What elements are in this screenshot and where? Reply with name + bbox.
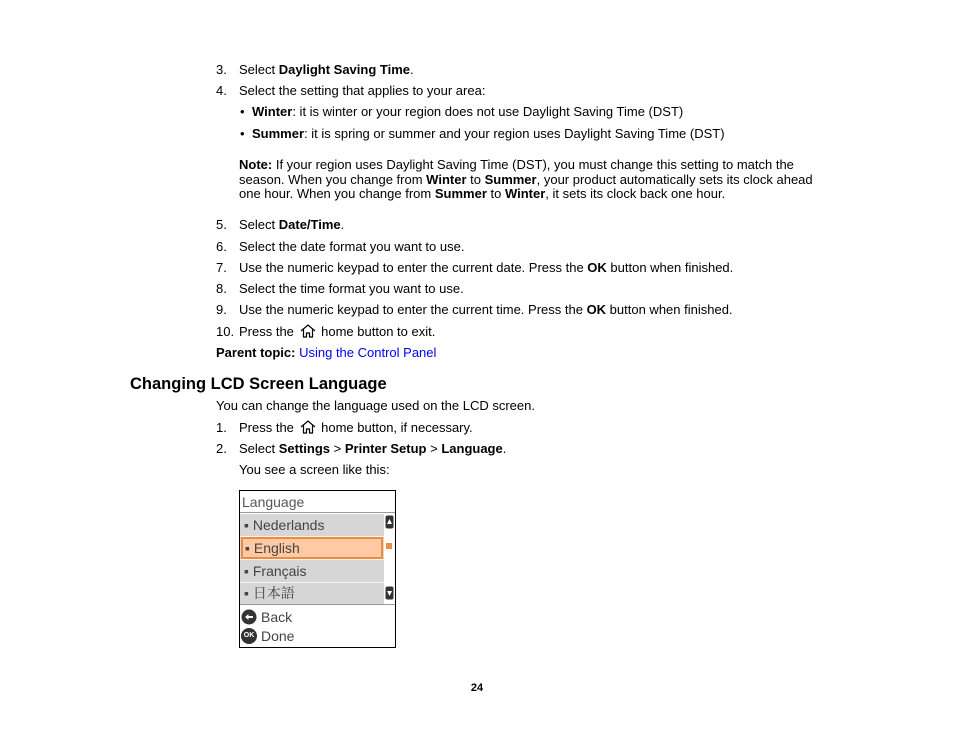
step-5-text: Select Date/Time. bbox=[239, 217, 345, 232]
lcd-item-label: ▪ English bbox=[245, 540, 300, 556]
step-number: 2. bbox=[216, 441, 227, 456]
lcd-language-list bbox=[240, 514, 384, 604]
lcd-divider bbox=[240, 604, 395, 605]
lcd-done-label: Done bbox=[261, 628, 295, 644]
step-8-text: Select the time format you want to use. bbox=[239, 281, 464, 296]
back-icon bbox=[241, 609, 257, 625]
note-line-3: one hour. When you change from Summer to Winter, it sets its clock back one hour. bbox=[239, 186, 726, 201]
lcd-item-japanese[interactable] bbox=[240, 582, 384, 604]
step-7-text: Use the numeric keypad to enter the current date. Press the OK button when finished. bbox=[239, 260, 734, 275]
step-number: 6. bbox=[216, 239, 227, 254]
step-number: 7. bbox=[216, 260, 227, 275]
lcd-screen bbox=[239, 490, 396, 648]
bullet-dot: • bbox=[240, 104, 245, 119]
step-number: 1. bbox=[216, 420, 227, 435]
step-9-text: Use the numeric keypad to enter the current time. Press the OK button when finished. bbox=[239, 302, 733, 317]
step-3-text: Select Daylight Saving Time. bbox=[239, 62, 414, 77]
home-icon bbox=[300, 420, 316, 434]
note-line-2: season. When you change from Winter to Summer, your product automatically sets its clock ahead bbox=[239, 172, 813, 187]
lcd-item-francais[interactable] bbox=[240, 560, 384, 582]
step-4-text: Select the setting that applies to your area: bbox=[239, 83, 486, 98]
page-number: 24 bbox=[470, 682, 484, 694]
step-number: 9. bbox=[216, 302, 227, 317]
step-6-text: Select the date format you want to use. bbox=[239, 239, 465, 254]
lcd-item-label: ▪ 日本語 bbox=[244, 585, 295, 601]
bullet-dot: • bbox=[240, 126, 245, 141]
step-number: 10. bbox=[216, 324, 235, 339]
lcd-title: Language bbox=[242, 494, 305, 510]
section-heading: Changing LCD Screen Language bbox=[130, 375, 387, 393]
bullet-summer: Summer: it is spring or summer and your region uses Daylight Saving Time (DST) bbox=[252, 126, 725, 141]
lcd-item-english-selected[interactable] bbox=[241, 537, 383, 559]
lcd-item-label: ▪ Nederlands bbox=[244, 517, 325, 533]
note-line-1: Note: If your region uses Daylight Saving Time (DST), you must change this setting to match the bbox=[239, 157, 794, 172]
lcd-item-nederlands[interactable] bbox=[240, 514, 384, 536]
parent-topic: Parent topic: Using the Control Panel bbox=[216, 345, 437, 360]
section-step-2-text: Select Settings > Printer Setup > Language. bbox=[239, 441, 507, 456]
lcd-divider bbox=[240, 512, 395, 513]
lcd-back-label: Back bbox=[261, 609, 293, 625]
step-number: 5. bbox=[216, 217, 227, 232]
bullet-winter: Winter: it is winter or your region does not use Daylight Saving Time (DST) bbox=[252, 104, 684, 119]
home-icon bbox=[300, 324, 316, 338]
section-intro: You can change the language used on the LCD screen. bbox=[216, 398, 535, 413]
scroll-up-icon[interactable] bbox=[385, 515, 394, 529]
ok-icon: OK bbox=[241, 628, 257, 644]
scroll-down-icon[interactable] bbox=[385, 586, 394, 600]
section-step-1-text: Press the home button, if necessary. bbox=[239, 420, 473, 435]
parent-topic-link[interactable]: Using the Control Panel bbox=[299, 345, 437, 360]
scroll-position-indicator bbox=[386, 543, 392, 549]
step-number: 3. bbox=[216, 62, 227, 77]
step-number: 4. bbox=[216, 83, 227, 98]
lcd-item-label: ▪ Français bbox=[244, 563, 307, 579]
step-number: 8. bbox=[216, 281, 227, 296]
step-10-text: Press the home button to exit. bbox=[239, 324, 436, 339]
see-screen-text: You see a screen like this: bbox=[239, 462, 390, 477]
